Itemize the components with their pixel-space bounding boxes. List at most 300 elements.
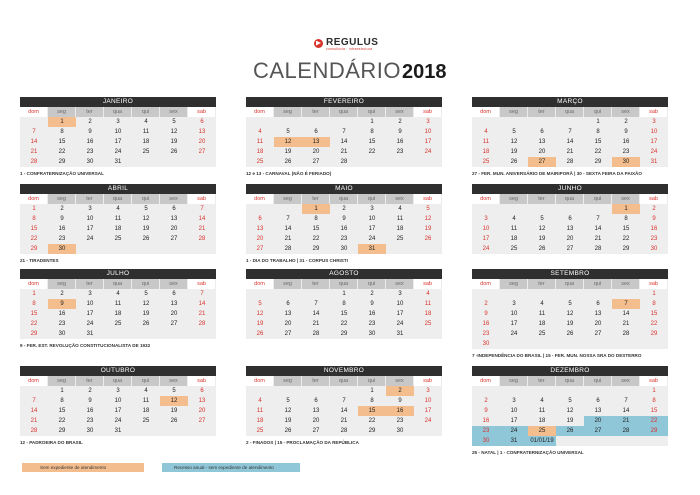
day-cell: 9 bbox=[370, 301, 374, 307]
day-cell: 30 bbox=[368, 331, 376, 337]
weekday-label: dom bbox=[246, 279, 274, 289]
day-cell: 28 bbox=[30, 428, 38, 434]
week-row bbox=[20, 406, 216, 416]
day-cell bbox=[500, 289, 528, 299]
weekday-label: sex bbox=[612, 107, 640, 117]
month-title: JANEIRO bbox=[20, 97, 216, 107]
day-cell: 12 bbox=[424, 216, 432, 222]
day-cell: 3 bbox=[426, 119, 430, 125]
week-row bbox=[20, 244, 216, 254]
day-cell: 9 bbox=[88, 129, 92, 135]
day-cell: 12 bbox=[274, 137, 302, 147]
day-cell: 28 bbox=[198, 321, 206, 327]
day-cell: 10 bbox=[86, 216, 94, 222]
weekday-label: dom bbox=[20, 376, 48, 386]
day-cell: 5 bbox=[172, 388, 176, 394]
day-cell: 8 bbox=[624, 216, 628, 222]
legend-recess: Recesso anual - sem expediente de atendimento bbox=[162, 463, 300, 472]
day-cell: 23 bbox=[58, 236, 66, 242]
day-cell: 22 bbox=[640, 416, 668, 426]
weekday-label: qua bbox=[330, 194, 358, 204]
day-cell: 12 bbox=[256, 311, 264, 317]
logo-icon bbox=[314, 39, 323, 48]
weekday-label: sex bbox=[386, 194, 414, 204]
day-cell: 7 bbox=[200, 291, 204, 297]
day-cell: 31 bbox=[396, 331, 404, 337]
weekday-label: sab bbox=[414, 107, 442, 117]
day-cell: 11 bbox=[114, 216, 122, 222]
day-cell: 21 bbox=[312, 321, 320, 327]
day-cell: 7 bbox=[314, 301, 318, 307]
day-cell: 3 bbox=[88, 206, 92, 212]
week-row bbox=[246, 426, 442, 436]
day-cell bbox=[414, 157, 442, 167]
weekday-header bbox=[20, 107, 216, 117]
day-cell: 15 bbox=[650, 408, 658, 414]
week-row bbox=[472, 157, 668, 167]
week-row bbox=[246, 157, 442, 167]
day-cell: 24 bbox=[424, 418, 432, 424]
day-cell: 16 bbox=[650, 226, 658, 232]
month-maio bbox=[246, 184, 442, 263]
day-cell: 10 bbox=[510, 408, 518, 414]
day-cell: 15 bbox=[358, 406, 386, 416]
day-cell bbox=[584, 386, 612, 396]
day-cell: 14 bbox=[284, 226, 292, 232]
day-cell: 10 bbox=[482, 226, 490, 232]
day-cell bbox=[556, 289, 584, 299]
day-cell: 31 bbox=[114, 428, 122, 434]
day-cell bbox=[500, 386, 528, 396]
day-cell: 22 bbox=[368, 149, 376, 155]
weekday-label: sex bbox=[160, 107, 188, 117]
day-cell: 6 bbox=[596, 301, 600, 307]
day-cell: 11 bbox=[256, 408, 264, 414]
week-row bbox=[20, 299, 216, 309]
day-cell: 12 bbox=[566, 311, 574, 317]
weekday-label: sab bbox=[188, 279, 216, 289]
day-cell: 20 bbox=[198, 139, 206, 145]
day-cell: 19 bbox=[170, 408, 178, 414]
day-cell: 27 bbox=[594, 331, 602, 337]
weekday-label: qui bbox=[358, 279, 386, 289]
day-cell bbox=[20, 386, 48, 396]
day-cell: 11 bbox=[510, 226, 518, 232]
weekday-header bbox=[20, 194, 216, 204]
day-cell: 1 bbox=[370, 388, 374, 394]
day-cell bbox=[274, 386, 302, 396]
day-cell: 6 bbox=[596, 398, 600, 404]
weekday-label: dom bbox=[20, 194, 48, 204]
day-cell: 22 bbox=[58, 149, 66, 155]
day-cell: 10 bbox=[510, 311, 518, 317]
day-cell: 9 bbox=[652, 216, 656, 222]
day-cell: 12 bbox=[160, 396, 188, 406]
week-row bbox=[246, 299, 442, 309]
day-cell: 11 bbox=[482, 139, 490, 145]
day-cell: 8 bbox=[32, 301, 36, 307]
day-cell bbox=[104, 244, 132, 254]
week-row bbox=[246, 147, 442, 157]
day-cell: 18 bbox=[256, 149, 264, 155]
weekday-label: sab bbox=[640, 279, 668, 289]
day-cell bbox=[556, 436, 584, 446]
day-cell: 10 bbox=[114, 129, 122, 135]
day-cell: 19 bbox=[538, 236, 546, 242]
day-cell: 2 bbox=[60, 206, 64, 212]
day-cell: 19 bbox=[142, 226, 150, 232]
week-row bbox=[472, 436, 668, 446]
day-cell: 4 bbox=[116, 206, 120, 212]
weekday-label: qui bbox=[358, 107, 386, 117]
day-cell: 16 bbox=[86, 139, 94, 145]
day-cell: 13 bbox=[256, 226, 264, 232]
weekday-label: qui bbox=[132, 107, 160, 117]
day-cell: 15 bbox=[58, 408, 66, 414]
day-cell bbox=[386, 157, 414, 167]
day-cell: 20 bbox=[170, 226, 178, 232]
day-cell: 20 bbox=[538, 149, 546, 155]
day-cell bbox=[414, 329, 442, 339]
month-julho bbox=[20, 269, 216, 348]
day-cell: 19 bbox=[170, 139, 178, 145]
week-row bbox=[20, 127, 216, 137]
day-cell: 31 bbox=[500, 436, 528, 446]
day-cell bbox=[188, 426, 216, 436]
day-cell: 11 bbox=[256, 139, 264, 145]
day-cell: 28 bbox=[312, 331, 320, 337]
weekday-label: dom bbox=[472, 194, 500, 204]
day-cell: 6 bbox=[568, 216, 572, 222]
day-cell: 22 bbox=[312, 236, 320, 242]
day-cell bbox=[20, 117, 48, 127]
weekday-label: sab bbox=[188, 194, 216, 204]
day-cell: 19 bbox=[566, 321, 574, 327]
week-row bbox=[20, 234, 216, 244]
day-cell: 27 bbox=[584, 426, 612, 436]
day-cell bbox=[472, 204, 500, 214]
week-row bbox=[20, 137, 216, 147]
weekday-label: sex bbox=[386, 279, 414, 289]
day-cell: 17 bbox=[86, 311, 94, 317]
day-cell: 1 bbox=[32, 206, 36, 212]
week-row bbox=[20, 289, 216, 299]
week-row bbox=[472, 406, 668, 416]
day-cell bbox=[414, 426, 442, 436]
day-cell: 6 bbox=[314, 129, 318, 135]
day-cell: 23 bbox=[86, 149, 94, 155]
holiday-note: 1 - DIA DO TRABALHO | 31 - CORPUS CHRISTI bbox=[246, 258, 348, 263]
weekday-label: ter bbox=[302, 107, 330, 117]
day-cell: 17 bbox=[510, 321, 518, 327]
holiday-note: 12 e 13 - CARNAVAL (NÃO É FERIADO) bbox=[246, 171, 332, 176]
day-cell: 25 bbox=[114, 321, 122, 327]
day-cell: 16 bbox=[58, 226, 66, 232]
day-cell: 2 bbox=[652, 206, 656, 212]
week-row bbox=[20, 157, 216, 167]
day-cell: 3 bbox=[116, 119, 120, 125]
day-cell: 20 bbox=[312, 149, 320, 155]
day-cell bbox=[160, 157, 188, 167]
day-cell: 21 bbox=[340, 149, 348, 155]
day-cell: 29 bbox=[58, 159, 66, 165]
weekday-label: ter bbox=[76, 107, 104, 117]
week-row bbox=[246, 396, 442, 406]
weekday-label: seg bbox=[500, 194, 528, 204]
week-row bbox=[20, 386, 216, 396]
day-cell: 18 bbox=[142, 408, 150, 414]
week-row bbox=[472, 147, 668, 157]
month-title: FEVEREIRO bbox=[246, 97, 442, 107]
day-cell: 26 bbox=[424, 236, 432, 242]
month-title: OUTUBRO bbox=[20, 366, 216, 376]
day-cell: 15 bbox=[312, 226, 320, 232]
day-cell: 22 bbox=[594, 149, 602, 155]
day-cell: 27 bbox=[284, 331, 292, 337]
day-cell: 23 bbox=[482, 331, 490, 337]
day-cell: 14 bbox=[622, 408, 630, 414]
day-cell: 27 bbox=[198, 149, 206, 155]
week-row bbox=[472, 137, 668, 147]
day-cell: 28 bbox=[198, 236, 206, 242]
day-cell: 17 bbox=[424, 408, 432, 414]
weekday-label: ter bbox=[76, 376, 104, 386]
day-cell bbox=[188, 329, 216, 339]
day-cell bbox=[188, 157, 216, 167]
day-cell: 25 bbox=[424, 321, 432, 327]
day-cell: 15 bbox=[30, 311, 38, 317]
day-cell: 23 bbox=[340, 236, 348, 242]
weekday-label: ter bbox=[528, 376, 556, 386]
day-cell: 15 bbox=[650, 311, 658, 317]
week-row bbox=[20, 117, 216, 127]
day-cell: 26 bbox=[256, 331, 264, 337]
day-cell: 6 bbox=[258, 216, 262, 222]
day-cell bbox=[160, 329, 188, 339]
day-cell: 17 bbox=[650, 139, 658, 145]
day-cell: 15 bbox=[368, 139, 376, 145]
week-row bbox=[246, 244, 442, 254]
day-cell: 19 bbox=[142, 311, 150, 317]
day-cell: 26 bbox=[170, 149, 178, 155]
day-cell: 16 bbox=[368, 311, 376, 317]
day-cell: 17 bbox=[114, 139, 122, 145]
day-cell: 13 bbox=[284, 311, 292, 317]
day-cell: 3 bbox=[426, 388, 430, 394]
day-cell: 20 bbox=[170, 311, 178, 317]
month-title: AGOSTO bbox=[246, 269, 442, 279]
week-row bbox=[246, 234, 442, 244]
day-cell: 15 bbox=[622, 226, 630, 232]
day-cell: 8 bbox=[652, 398, 656, 404]
logo-tagline: consultoria · infraestrutura bbox=[326, 47, 373, 51]
day-cell: 2 bbox=[88, 388, 92, 394]
week-row bbox=[20, 319, 216, 329]
day-cell: 26 bbox=[284, 159, 292, 165]
day-cell: 5 bbox=[286, 398, 290, 404]
day-cell: 2 bbox=[88, 119, 92, 125]
day-cell: 5 bbox=[568, 301, 572, 307]
day-cell: 10 bbox=[396, 301, 404, 307]
day-cell: 18 bbox=[538, 321, 546, 327]
day-cell: 18 bbox=[538, 418, 546, 424]
day-cell: 4 bbox=[258, 129, 262, 135]
weekday-label: dom bbox=[472, 376, 500, 386]
day-cell: 18 bbox=[482, 149, 490, 155]
weekday-label: qua bbox=[556, 107, 584, 117]
day-cell: 19 bbox=[284, 418, 292, 424]
weekday-label: qui bbox=[132, 279, 160, 289]
day-cell: 9 bbox=[88, 398, 92, 404]
day-cell: 27 bbox=[566, 246, 574, 252]
month-title: ABRIL bbox=[20, 184, 216, 194]
weekday-label: qua bbox=[330, 376, 358, 386]
week-row bbox=[20, 396, 216, 406]
day-cell: 3 bbox=[88, 291, 92, 297]
day-cell: 21 bbox=[30, 418, 38, 424]
month-dezembro bbox=[472, 366, 668, 455]
day-cell: 14 bbox=[30, 408, 38, 414]
day-cell: 20 bbox=[594, 321, 602, 327]
page-title bbox=[253, 58, 447, 82]
weekday-label: seg bbox=[48, 107, 76, 117]
day-cell: 27 bbox=[198, 418, 206, 424]
weekday-label: qua bbox=[330, 107, 358, 117]
day-cell: 23 bbox=[650, 236, 658, 242]
week-row bbox=[246, 319, 442, 329]
day-cell: 31 bbox=[650, 159, 658, 165]
weekday-label: ter bbox=[302, 194, 330, 204]
weekday-header bbox=[472, 194, 668, 204]
day-cell: 16 bbox=[482, 321, 490, 327]
week-row bbox=[472, 329, 668, 339]
day-cell bbox=[274, 289, 302, 299]
day-cell: 3 bbox=[512, 398, 516, 404]
day-cell: 29 bbox=[368, 428, 376, 434]
day-cell: 2 bbox=[398, 119, 402, 125]
day-cell: 6 bbox=[172, 206, 176, 212]
week-row bbox=[246, 406, 442, 416]
weekday-label: dom bbox=[246, 107, 274, 117]
weekday-label: ter bbox=[302, 376, 330, 386]
day-cell bbox=[274, 204, 302, 214]
day-cell: 26 bbox=[510, 159, 518, 165]
weekday-label: qua bbox=[104, 376, 132, 386]
weekday-label: sex bbox=[612, 376, 640, 386]
month-setembro bbox=[472, 269, 668, 358]
day-cell: 14 bbox=[198, 301, 206, 307]
day-cell: 8 bbox=[370, 398, 374, 404]
day-cell bbox=[500, 117, 528, 127]
day-cell: 10 bbox=[114, 398, 122, 404]
day-cell: 30 bbox=[58, 331, 66, 337]
week-row bbox=[246, 309, 442, 319]
day-cell: 20 bbox=[566, 236, 574, 242]
day-cell bbox=[640, 339, 668, 349]
day-cell: 14 bbox=[312, 311, 320, 317]
day-cell: 8 bbox=[596, 129, 600, 135]
day-cell bbox=[104, 329, 132, 339]
day-cell: 24 bbox=[86, 321, 94, 327]
holiday-note: 21 - TIRADENTES bbox=[20, 258, 59, 263]
logo-text: REGULUS bbox=[326, 37, 379, 48]
day-cell: 6 bbox=[200, 119, 204, 125]
day-cell: 1 bbox=[596, 119, 600, 125]
day-cell bbox=[302, 117, 330, 127]
day-cell: 4 bbox=[398, 206, 402, 212]
title-word: CALENDÁRIO bbox=[253, 58, 402, 83]
day-cell: 24 bbox=[482, 246, 490, 252]
day-cell: 1 bbox=[370, 119, 374, 125]
day-cell: 24 bbox=[424, 149, 432, 155]
weekday-label: qua bbox=[556, 279, 584, 289]
day-cell: 26 bbox=[538, 246, 546, 252]
day-cell: 20 bbox=[256, 236, 264, 242]
day-cell: 20 bbox=[198, 408, 206, 414]
day-cell bbox=[500, 204, 528, 214]
day-cell: 13 bbox=[198, 398, 206, 404]
day-cell: 7 bbox=[568, 129, 572, 135]
weekday-label: sab bbox=[640, 107, 668, 117]
weekday-label: ter bbox=[76, 194, 104, 204]
day-cell: 19 bbox=[566, 418, 574, 424]
day-cell: 11 bbox=[424, 301, 432, 307]
day-cell: 29 bbox=[58, 428, 66, 434]
day-cell: 17 bbox=[510, 418, 518, 424]
day-cell: 4 bbox=[540, 301, 544, 307]
day-cell: 13 bbox=[538, 139, 546, 145]
day-cell: 20 bbox=[284, 321, 292, 327]
day-cell: 23 bbox=[368, 321, 376, 327]
weekday-header bbox=[20, 279, 216, 289]
day-cell: 13 bbox=[302, 137, 330, 147]
holiday-note: 2 - FINADOS | 15 - PROCLAMAÇÃO DA REPÚBLICA bbox=[246, 440, 359, 445]
day-cell: 12 bbox=[170, 129, 178, 135]
day-cell: 23 bbox=[472, 426, 500, 436]
weekday-label: sab bbox=[640, 376, 668, 386]
day-cell bbox=[132, 426, 160, 436]
weekday-label: qui bbox=[584, 279, 612, 289]
day-cell: 30 bbox=[472, 436, 500, 446]
day-cell bbox=[188, 244, 216, 254]
day-cell: 14 bbox=[340, 408, 348, 414]
day-cell: 30 bbox=[482, 341, 490, 347]
weekday-label: sab bbox=[414, 194, 442, 204]
week-row bbox=[246, 289, 442, 299]
day-cell: 30 bbox=[612, 157, 640, 167]
day-cell: 25 bbox=[396, 236, 404, 242]
week-row bbox=[246, 386, 442, 396]
day-cell: 9 bbox=[484, 311, 488, 317]
day-cell: 25 bbox=[142, 418, 150, 424]
day-cell: 9 bbox=[48, 299, 76, 309]
weekday-label: seg bbox=[48, 279, 76, 289]
day-cell: 30 bbox=[396, 428, 404, 434]
day-cell: 25 bbox=[482, 159, 490, 165]
day-cell: 27 bbox=[256, 246, 264, 252]
day-cell: 26 bbox=[566, 331, 574, 337]
day-cell: 18 bbox=[510, 236, 518, 242]
weekday-label: ter bbox=[528, 107, 556, 117]
day-cell: 9 bbox=[60, 216, 64, 222]
day-cell: 8 bbox=[60, 398, 64, 404]
week-row bbox=[472, 396, 668, 406]
day-cell bbox=[612, 339, 640, 349]
day-cell: 21 bbox=[622, 321, 630, 327]
day-cell bbox=[528, 339, 556, 349]
day-cell: 21 bbox=[566, 149, 574, 155]
day-cell bbox=[584, 436, 612, 446]
